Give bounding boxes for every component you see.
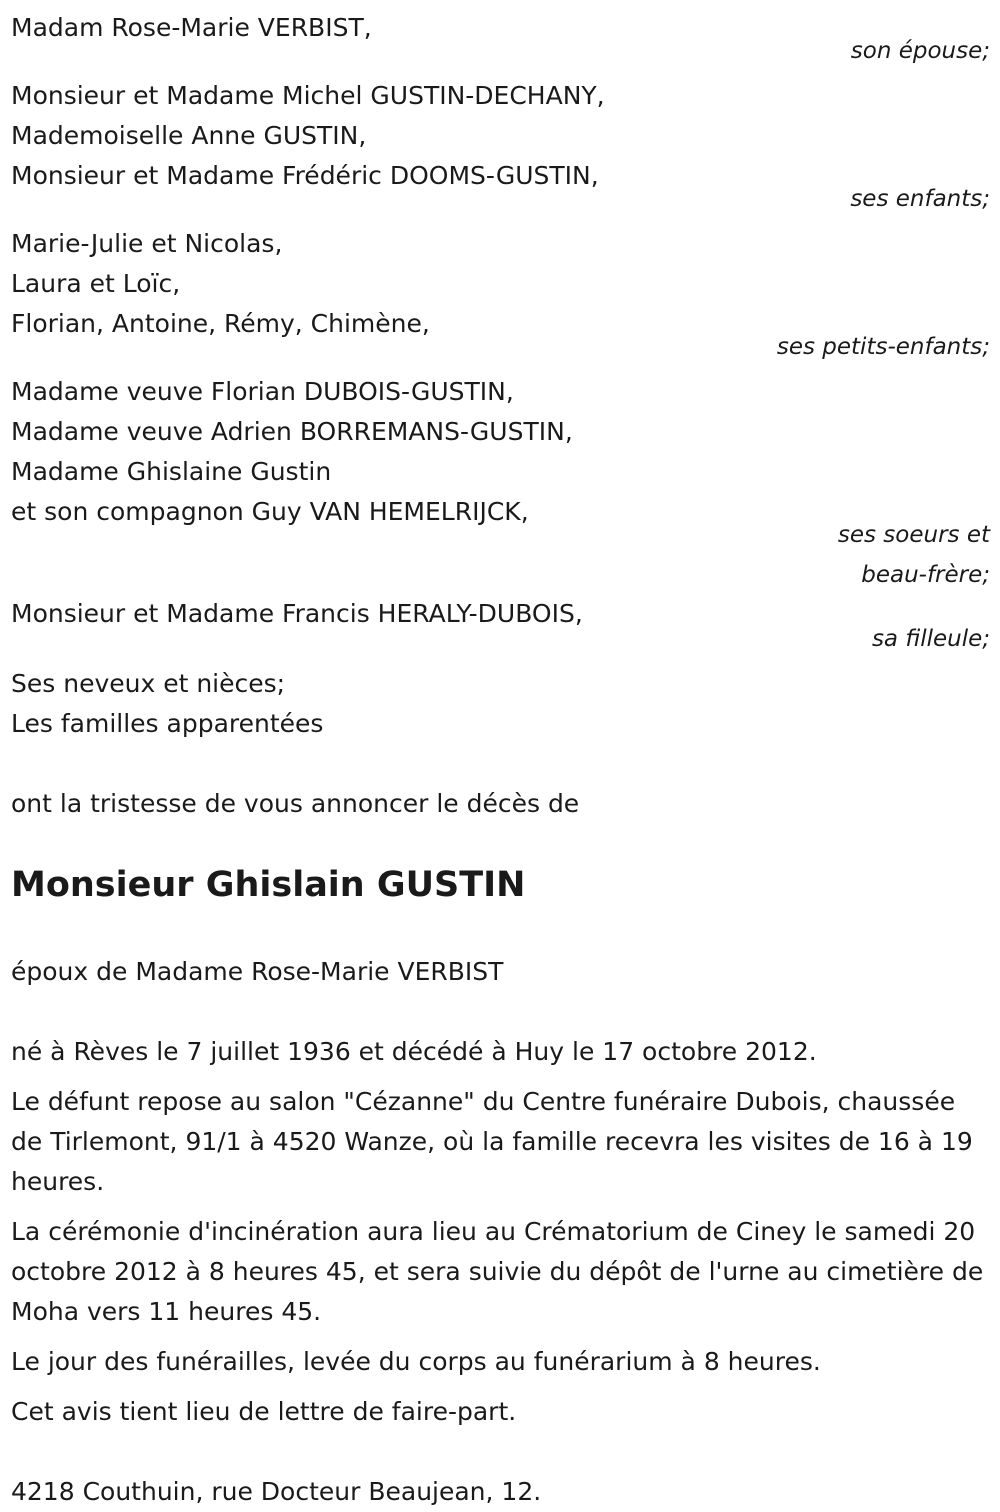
grandchildren-role: ses petits-enfants; <box>776 334 990 360</box>
announcement-text: ont la tristesse de vous annoncer le décès de <box>11 789 580 818</box>
child-line: Monsieur et Madame Frédéric DOOMS-GUSTIN, <box>11 161 599 190</box>
sibling-line: Madame veuve Florian DUBOIS-GUSTIN, <box>11 377 514 406</box>
grandchild-line: Marie-Julie et Nicolas, <box>11 229 283 258</box>
ceremony-text: La cérémonie d'incinération aura lieu au Crématorium de Ciney le samedi 20 octobre 2012 à 8 heures 45, et sera suivie du dépôt de l'urne au cimetière de Moha vers 11 heures 45. <box>11 1217 984 1326</box>
godchild-role: sa filleule; <box>871 626 990 652</box>
relatives-line: Les familles apparentées <box>11 709 324 738</box>
child-line: Mademoiselle Anne GUSTIN, <box>11 121 367 150</box>
siblings-role-continued: beau-frère; <box>861 562 990 588</box>
spouse-role: son épouse; <box>850 38 990 64</box>
grandchild-line: Florian, Antoine, Rémy, Chimène, <box>11 309 430 338</box>
relatives-line: Ses neveux et nièces; <box>11 669 286 698</box>
godchild-line: Monsieur et Madame Francis HERALY-DUBOIS, <box>11 599 583 628</box>
deceased-name: Monsieur Ghislain GUSTIN <box>11 865 526 905</box>
spouse-line: Madam Rose-Marie VERBIST, <box>11 13 372 42</box>
sibling-line: Madame Ghislaine Gustin <box>11 457 332 486</box>
siblings-role: ses soeurs et <box>837 522 990 548</box>
spouse-of-text: époux de Madame Rose-Marie VERBIST <box>11 957 504 986</box>
grandchild-line: Laura et Loïc, <box>11 269 181 298</box>
rest-place-text: Le défunt repose au salon "Cézanne" du Centre funéraire Dubois, chaussée de Tirlemont, 91/1 à 4520 Wanze, où la famille recevra les visites de 16 à 19 heures. <box>11 1087 973 1196</box>
children-role: ses enfants; <box>850 186 990 212</box>
funeral-day-text: Le jour des funérailles, levée du corps au funérarium à 8 heures. <box>11 1347 821 1376</box>
sibling-line: Madame veuve Adrien BORREMANS-GUSTIN, <box>11 417 573 446</box>
notice-text: Cet avis tient lieu de lettre de faire-part. <box>11 1397 517 1426</box>
obituary-notice <box>11 8 990 1512</box>
birth-death-text: né à Rèves le 7 juillet 1936 et décédé à Huy le 17 octobre 2012. <box>11 1037 817 1066</box>
child-line: Monsieur et Madame Michel GUSTIN-DECHANY, <box>11 81 605 110</box>
address-text: 4218 Couthuin, rue Docteur Beaujean, 12. <box>11 1477 542 1506</box>
sibling-line: et son compagnon Guy VAN HEMELRIJCK, <box>11 497 529 526</box>
